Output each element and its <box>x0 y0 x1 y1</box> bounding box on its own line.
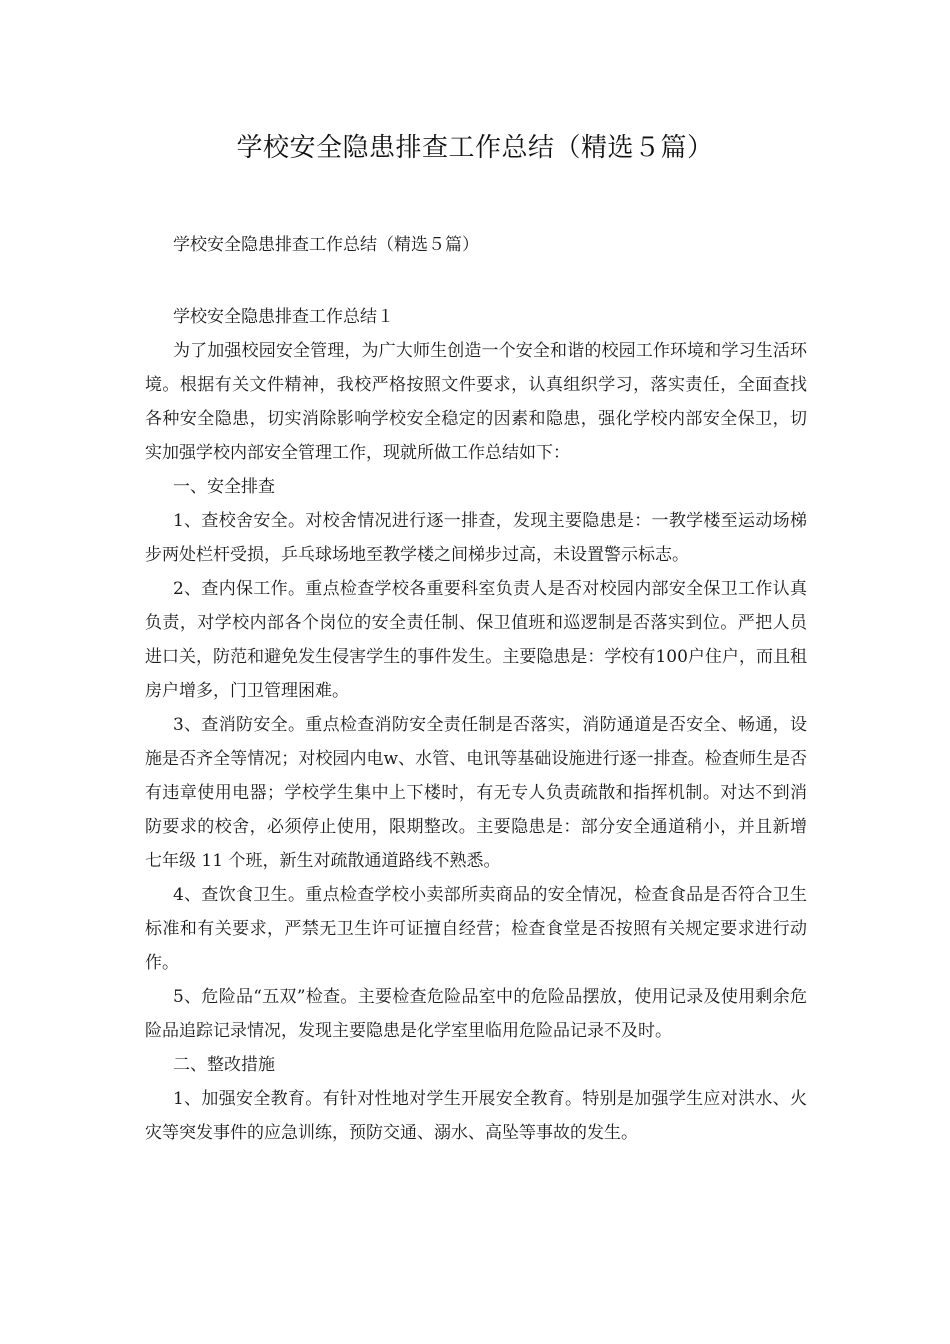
heading-safety-inspection: 一、安全排查 <box>173 477 275 497</box>
document-body <box>145 300 807 1150</box>
paragraph-item: 2、查内保工作。重点检查学校各重要科室负责人是否对校园内部安全保卫工作认真负责，对学校内部各个岗位的安全责任制、保卫值班和巡逻制是否落实到位。严把人员进口关，防范和避免发生侵害学生的事件发生。主要隐患是：学校有100户住户，而且租房户增多，门卫管理困难。 <box>145 579 807 701</box>
paragraph-item: 4、查饮食卫生。重点检查学校小卖部所卖商品的安全情况，检查食品是否符合卫生标准和有关要求，严禁无卫生许可证擅自经营；检查食堂是否按照有关规定要求进行动作。 <box>145 885 807 973</box>
paragraph-intro: 为了加强校园安全管理，为广大师生创造一个安全和谐的校园工作环境和学习生活环境。根据有关文件精神，我校严格按照文件要求，认真组织学习，落实责任，全面查找各种安全隐患，切实消除影响学校安全稳定的因素和隐患，强化学校内部安全保卫，切实加强学校内部安全管理工作，现就所做工作总结如下： <box>145 341 807 463</box>
paragraph-item: 5、危险品“五双”检查。主要检查危险品室中的危险品摆放，使用记录及使用剩余危险品追踪记录情况，发现主要隐患是化学室里临用危险品记录不及时。 <box>145 987 807 1041</box>
paragraph-item: 1、加强安全教育。有针对性地对学生开展安全教育。特别是加强学生应对洪水、火灾等突发事件的应急训练，预防交通、溺水、高坠等事故的发生。 <box>145 1089 807 1143</box>
document-subtitle: 学校安全隐患排查工作总结（精选５篇） <box>173 235 479 255</box>
document-title: 学校安全隐患排查工作总结（精选５篇） <box>236 133 714 163</box>
paragraph-item: 1、查校舍安全。对校舍情况进行逐一排查，发现主要隐患是：一教学楼至运动场梯步两处栏杆受损，乒乓球场地至教学楼之间梯步过高，未设置警示标志。 <box>145 511 807 565</box>
section-heading: 学校安全隐患排查工作总结１ <box>173 307 394 327</box>
paragraph-item: 3、查消防安全。重点检查消防安全责任制是否落实，消防通道是否安全、畅通，设施是否齐全等情况；对校园内电w、水管、电讯等基础设施进行逐一排查。检查师生是否有违章使用电器；学校学生集中上下楼时，有无专人负责疏散和指挥机制。对达不到消防要求的校舍，必须停止使用，限期整改。主要隐患是：部分安全通道稍小，并且新增七年级 11 个班，新生对疏散通道路线不熟悉。 <box>145 715 807 871</box>
heading-rectification: 二、整改措施 <box>173 1055 275 1075</box>
